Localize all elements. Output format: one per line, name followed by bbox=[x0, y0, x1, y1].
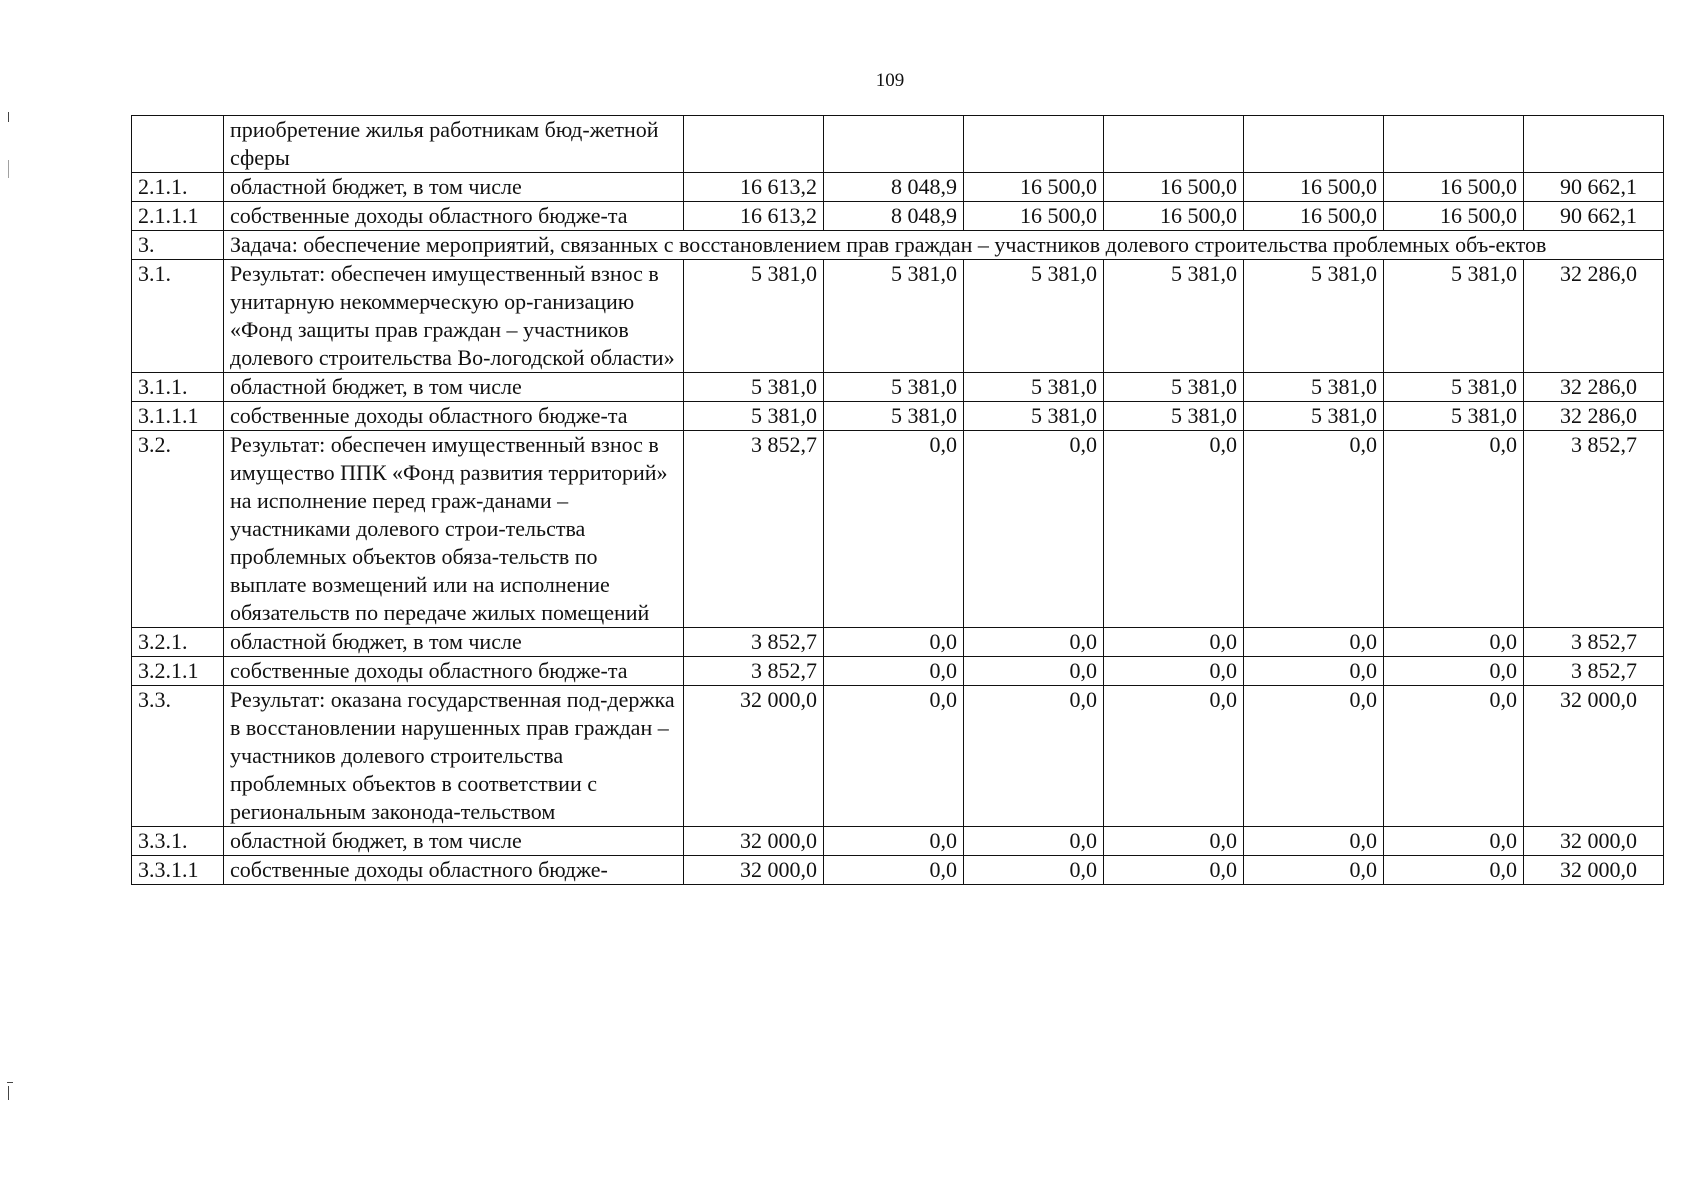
row-number-cell: 3.1.1. bbox=[132, 373, 224, 402]
value-cell: 0,0 bbox=[964, 431, 1104, 628]
value-cell: 5 381,0 bbox=[1244, 260, 1384, 373]
value-cell: 5 381,0 bbox=[824, 402, 964, 431]
value-cell: 5 381,0 bbox=[1244, 373, 1384, 402]
value-cell: 0,0 bbox=[964, 628, 1104, 657]
row-number-cell: 3.2.1.1 bbox=[132, 657, 224, 686]
value-cell: 0,0 bbox=[1244, 628, 1384, 657]
table-row bbox=[132, 628, 1664, 657]
budget-table bbox=[131, 115, 1664, 885]
value-cell: 5 381,0 bbox=[964, 402, 1104, 431]
value-cell: 5 381,0 bbox=[684, 402, 824, 431]
value-cell bbox=[824, 116, 964, 173]
value-cell: 0,0 bbox=[1104, 431, 1244, 628]
row-number-cell: 3.2.1. bbox=[132, 628, 224, 657]
value-cell: 32 286,0 bbox=[1524, 260, 1664, 373]
value-cell: 16 500,0 bbox=[1104, 173, 1244, 202]
value-cell: 8 048,9 bbox=[824, 173, 964, 202]
description-cell: областной бюджет, в том числе bbox=[224, 373, 684, 402]
row-number-cell: 3.3.1. bbox=[132, 827, 224, 856]
description-cell: Результат: обеспечен имущественный взнос в унитарную некоммерческую ор-ганизацию «Фонд защиты прав граждан – участников долевого строительства Во-логодской области» bbox=[224, 260, 684, 373]
value-cell: 32 000,0 bbox=[684, 827, 824, 856]
description-cell: областной бюджет, в том числе bbox=[224, 173, 684, 202]
value-cell: 0,0 bbox=[964, 686, 1104, 827]
description-cell: собственные доходы областного бюдже- bbox=[224, 856, 684, 885]
description-cell: собственные доходы областного бюдже-та bbox=[224, 657, 684, 686]
value-cell: 16 500,0 bbox=[1384, 173, 1524, 202]
value-cell bbox=[1524, 116, 1664, 173]
description-cell: приобретение жилья работникам бюд-жетной сферы bbox=[224, 116, 684, 173]
value-cell: 5 381,0 bbox=[1104, 260, 1244, 373]
value-cell: 0,0 bbox=[1244, 686, 1384, 827]
scan-mark bbox=[7, 1082, 13, 1083]
value-cell: 16 500,0 bbox=[964, 202, 1104, 231]
value-cell: 0,0 bbox=[824, 827, 964, 856]
row-number-cell: 3.2. bbox=[132, 431, 224, 628]
value-cell: 0,0 bbox=[824, 686, 964, 827]
table-row bbox=[132, 686, 1664, 827]
value-cell: 0,0 bbox=[1244, 827, 1384, 856]
description-cell: областной бюджет, в том числе bbox=[224, 827, 684, 856]
scan-mark bbox=[8, 112, 9, 122]
value-cell: 0,0 bbox=[1104, 827, 1244, 856]
value-cell: 0,0 bbox=[1384, 827, 1524, 856]
row-number-cell: 3. bbox=[132, 231, 224, 260]
value-cell: 0,0 bbox=[1384, 856, 1524, 885]
table-row bbox=[132, 202, 1664, 231]
value-cell bbox=[1244, 116, 1384, 173]
row-number-cell: 2.1.1. bbox=[132, 173, 224, 202]
value-cell: 0,0 bbox=[1244, 431, 1384, 628]
row-number-cell: 3.3.1.1 bbox=[132, 856, 224, 885]
value-cell: 0,0 bbox=[1104, 686, 1244, 827]
value-cell: 5 381,0 bbox=[964, 260, 1104, 373]
value-cell: 3 852,7 bbox=[1524, 657, 1664, 686]
table-row bbox=[132, 173, 1664, 202]
value-cell: 16 613,2 bbox=[684, 202, 824, 231]
value-cell: 0,0 bbox=[964, 827, 1104, 856]
value-cell bbox=[964, 116, 1104, 173]
table-row bbox=[132, 431, 1664, 628]
value-cell bbox=[1384, 116, 1524, 173]
value-cell: 8 048,9 bbox=[824, 202, 964, 231]
value-cell: 3 852,7 bbox=[684, 657, 824, 686]
value-cell: 16 500,0 bbox=[1244, 173, 1384, 202]
value-cell: 32 000,0 bbox=[1524, 686, 1664, 827]
value-cell: 16 500,0 bbox=[1104, 202, 1244, 231]
value-cell: 0,0 bbox=[1384, 686, 1524, 827]
value-cell: 16 500,0 bbox=[1384, 202, 1524, 231]
value-cell: 0,0 bbox=[824, 431, 964, 628]
value-cell: 0,0 bbox=[1104, 856, 1244, 885]
value-cell: 5 381,0 bbox=[1104, 373, 1244, 402]
value-cell: 0,0 bbox=[824, 856, 964, 885]
value-cell: 0,0 bbox=[964, 657, 1104, 686]
value-cell: 5 381,0 bbox=[684, 260, 824, 373]
value-cell: 0,0 bbox=[1384, 657, 1524, 686]
value-cell: 0,0 bbox=[1244, 657, 1384, 686]
table-row bbox=[132, 116, 1664, 173]
value-cell: 16 500,0 bbox=[1244, 202, 1384, 231]
table-row bbox=[132, 856, 1664, 885]
value-cell: 0,0 bbox=[1104, 657, 1244, 686]
value-cell: 5 381,0 bbox=[824, 260, 964, 373]
description-cell: Результат: оказана государственная под-держка в восстановлении нарушенных прав граждан – участников долевого строительства проблемных объектов в соответствии с региональным законода-тельством bbox=[224, 686, 684, 827]
value-cell: 0,0 bbox=[1384, 431, 1524, 628]
table-row bbox=[132, 260, 1664, 373]
value-cell bbox=[684, 116, 824, 173]
value-cell: 5 381,0 bbox=[964, 373, 1104, 402]
value-cell: 0,0 bbox=[824, 628, 964, 657]
value-cell: 32 000,0 bbox=[684, 686, 824, 827]
row-number-cell: 3.3. bbox=[132, 686, 224, 827]
task-description-cell: Задача: обеспечение мероприятий, связанных с восстановлением прав граждан – участников долевого строительства проблемных объ-ектов bbox=[224, 231, 1664, 260]
value-cell: 5 381,0 bbox=[1104, 402, 1244, 431]
value-cell: 5 381,0 bbox=[824, 373, 964, 402]
value-cell: 5 381,0 bbox=[1244, 402, 1384, 431]
value-cell: 90 662,1 bbox=[1524, 202, 1664, 231]
description-cell: Результат: обеспечен имущественный взнос в имущество ППК «Фонд развития территорий» на исполнение перед граж-данами – участниками долевого строи-тельства проблемных объектов обяза-тельств по выплате возмещений или на исполнение обязательств по передаче жилых помещений bbox=[224, 431, 684, 628]
value-cell: 32 000,0 bbox=[1524, 856, 1664, 885]
table-row bbox=[132, 657, 1664, 686]
value-cell bbox=[1104, 116, 1244, 173]
description-cell: собственные доходы областного бюдже-та bbox=[224, 202, 684, 231]
table-row bbox=[132, 827, 1664, 856]
value-cell: 32 000,0 bbox=[684, 856, 824, 885]
row-number-cell: 2.1.1.1 bbox=[132, 202, 224, 231]
value-cell: 3 852,7 bbox=[1524, 431, 1664, 628]
description-cell: областной бюджет, в том числе bbox=[224, 628, 684, 657]
page-number: 109 bbox=[875, 70, 905, 91]
table-row bbox=[132, 402, 1664, 431]
task-row bbox=[132, 231, 1664, 260]
scan-mark bbox=[8, 1086, 9, 1100]
value-cell: 5 381,0 bbox=[1384, 402, 1524, 431]
value-cell: 32 286,0 bbox=[1524, 373, 1664, 402]
row-number-cell: 3.1.1.1 bbox=[132, 402, 224, 431]
value-cell: 16 613,2 bbox=[684, 173, 824, 202]
value-cell: 0,0 bbox=[824, 657, 964, 686]
value-cell: 5 381,0 bbox=[684, 373, 824, 402]
value-cell: 3 852,7 bbox=[684, 431, 824, 628]
value-cell: 0,0 bbox=[1244, 856, 1384, 885]
value-cell: 0,0 bbox=[964, 856, 1104, 885]
value-cell: 0,0 bbox=[1104, 628, 1244, 657]
value-cell: 5 381,0 bbox=[1384, 260, 1524, 373]
table-body bbox=[132, 116, 1664, 885]
row-number-cell: 3.1. bbox=[132, 260, 224, 373]
value-cell: 5 381,0 bbox=[1384, 373, 1524, 402]
description-cell: собственные доходы областного бюдже-та bbox=[224, 402, 684, 431]
table-row bbox=[132, 373, 1664, 402]
scan-mark bbox=[8, 160, 9, 178]
value-cell: 3 852,7 bbox=[684, 628, 824, 657]
value-cell: 32 286,0 bbox=[1524, 402, 1664, 431]
value-cell: 16 500,0 bbox=[964, 173, 1104, 202]
value-cell: 3 852,7 bbox=[1524, 628, 1664, 657]
value-cell: 0,0 bbox=[1384, 628, 1524, 657]
value-cell: 32 000,0 bbox=[1524, 827, 1664, 856]
row-number-cell bbox=[132, 116, 224, 173]
value-cell: 90 662,1 bbox=[1524, 173, 1664, 202]
